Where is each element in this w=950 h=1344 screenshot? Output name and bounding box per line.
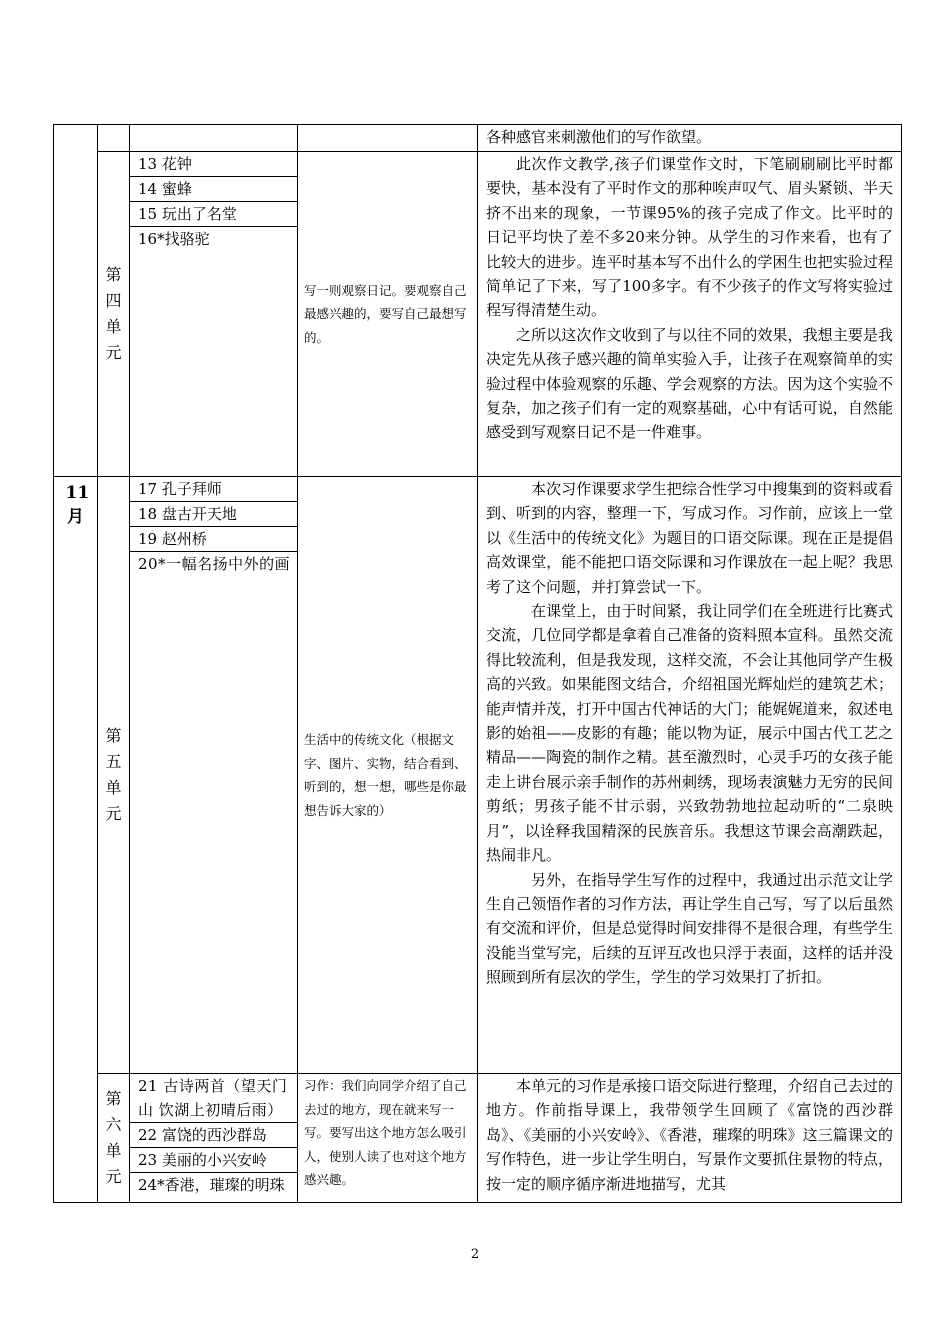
unit4-lessons-cell bbox=[130, 152, 298, 477]
lesson-cell-empty bbox=[130, 125, 298, 152]
unit6-lessons-cell bbox=[130, 1074, 298, 1203]
reflection-paragraph: 此次作文教学,孩子们课堂作文时，下笔刷刷刷比平时都要快，基本没有了平时作文的那种唉声叹气、眉头紧锁、半天挤不出来的现象，一节课95%的孩子完成了作文。比平时的日记平均快了差不多20来分钟。从学生的习作来看，也有了比较大的进步。连平时基本写不出什么的学困生也把实验过程简单记了下来，写了100多字。有不少孩子的作文写将实验过程写得清楚生动。 bbox=[486, 155, 893, 320]
teaching-reflection-table bbox=[53, 124, 902, 1203]
lesson-item: 23 美丽的小兴安岭 bbox=[130, 1148, 297, 1173]
lesson-item: 19 赵州桥 bbox=[130, 527, 297, 552]
unit6-row bbox=[54, 1074, 902, 1203]
lesson-item: 13 花钟 bbox=[130, 152, 297, 177]
lesson-item: 17 孔子拜师 bbox=[130, 477, 297, 502]
unit4-label-cell bbox=[98, 152, 130, 477]
unit5-label: 第五单元 bbox=[105, 726, 122, 823]
month-label: 11月 bbox=[65, 483, 90, 527]
page-number: 2 bbox=[470, 1247, 480, 1262]
lesson-item: 22 富饶的西沙群岛 bbox=[130, 1123, 297, 1148]
lesson-item: 15 玩出了名堂 bbox=[130, 202, 297, 227]
reflection-text: 各种感官来刺激他们的写作欲望。 bbox=[486, 128, 712, 146]
lesson-item: 24*香港，璀璨的明珠 bbox=[138, 1176, 285, 1194]
unit5-row bbox=[54, 477, 902, 1074]
unit4-topic-cell bbox=[298, 152, 478, 477]
reflection-paragraph: 本次习作课要求学生把综合性学习中搜集到的资料或看到、听到的内容，整理一下，写成习作。习作前，应该上一堂以《生活中的传统文化》为题目的口语交际课。现在正是提倡高效课堂，能不能把口语交际课和习作课放在一起上呢？我思考了这个问题，并打算尝试一下。 bbox=[486, 480, 893, 596]
unit5-topic: 生活中的传统文化（根据文字、图片、实物，结合看到、听到的，想一想，哪些是你最想告诉大家的） bbox=[304, 732, 467, 818]
continuation-row bbox=[54, 125, 902, 152]
unit4-label: 第四单元 bbox=[105, 265, 122, 362]
unit5-topic-cell bbox=[298, 477, 478, 1074]
unit4-topic: 写一则观察日记。要观察自己最感兴趣的，要写自己最想写的。 bbox=[304, 282, 467, 345]
unit6-topic: 习作：我们向同学介绍了自己去过的地方，现在就来写一写。要写出这个地方怎么吸引人，使别人读了也对这个地方感兴趣。 bbox=[304, 1078, 467, 1187]
reflection-cell bbox=[478, 125, 902, 152]
month-cell-empty bbox=[54, 125, 98, 477]
unit6-label: 第六单元 bbox=[105, 1089, 122, 1186]
lesson-item: 16*找骆驼 bbox=[138, 230, 210, 248]
unit-cell-empty bbox=[98, 125, 130, 152]
unit6-label-cell bbox=[98, 1074, 130, 1203]
unit4-row bbox=[54, 152, 902, 477]
month-cell bbox=[54, 477, 98, 1203]
reflection-paragraph: 在课堂上，由于时间紧，我让同学们在全班进行比赛式交流，几位同学都是拿着自己准备的资料照本宣科。虽然交流得比较流利，但是我发现，这样交流，不会让其他同学产生极高的兴致。如果能图文结合，介绍祖国光辉灿烂的建筑艺术；能声情并茂，打开中国古代神话的大门；能娓娓道来，叙述电影的始祖——皮影的有趣；能以物为证，展示中国古代工艺之精品——陶瓷的制作之精。甚至激烈时，心灵手巧的女孩子能走上讲台展示亲手制作的苏州刺绣，现场表演魅力无穷的民间剪纸；男孩子能不甘示弱，兴致勃勃地拉起动听的“二泉映月”，以诠释我国精深的民族音乐。我想这节课会高潮跌起，热闹非凡。 bbox=[486, 602, 893, 865]
unit5-lessons-cell bbox=[130, 477, 298, 1074]
unit5-reflection-cell bbox=[478, 477, 902, 1074]
reflection-paragraph: 本单元的习作是承接口语交际进行整理，介绍自己去过的地方。作前指导课上，我带领学生回顾了《富饶的西沙群岛》、《美丽的小兴安岭》、《香港，璀璨的明珠》这三篇课文的写作特色，进一步让学生明白，写景作文要抓住景物的特点，按一定的顺序循序渐进地描写，尤其 bbox=[486, 1077, 893, 1193]
unit5-label-cell bbox=[98, 477, 130, 1074]
lesson-item: 14 蜜蜂 bbox=[130, 177, 297, 202]
lesson-item: 18 盘古开天地 bbox=[130, 502, 297, 527]
unit4-reflection-cell bbox=[478, 152, 902, 477]
reflection-paragraph: 之所以这次作文收到了与以往不同的效果，我想主要是我决定先从孩子感兴趣的简单实验入手，让孩子在观察简单的实验过程中体验观察的乐趣、学会观察的方法。因为这个实验不复杂，加之孩子们有一定的观察基础，心中有话可说，自然能感受到写观察日记不是一件难事。 bbox=[486, 325, 893, 442]
unit6-topic-cell bbox=[298, 1074, 478, 1203]
unit6-reflection-cell bbox=[478, 1074, 902, 1203]
lesson-item: 21 古诗两首（望天门山 饮湖上初晴后雨） bbox=[130, 1074, 297, 1123]
topic-cell-empty bbox=[298, 125, 478, 152]
reflection-paragraph: 另外，在指导学生写作的过程中，我通过出示范文让学生自己领悟作者的习作方法，再让学生自己写，写了以后虽然有交流和评价，但是总觉得时间安排得不是很合理，有些学生没能当堂写完，后续的互评互改也只浮于表面，这样的话并没照顾到所有层次的学生，学生的学习效果打了折扣。 bbox=[486, 870, 893, 987]
lesson-item: 20*一幅名扬中外的画 bbox=[138, 555, 291, 573]
